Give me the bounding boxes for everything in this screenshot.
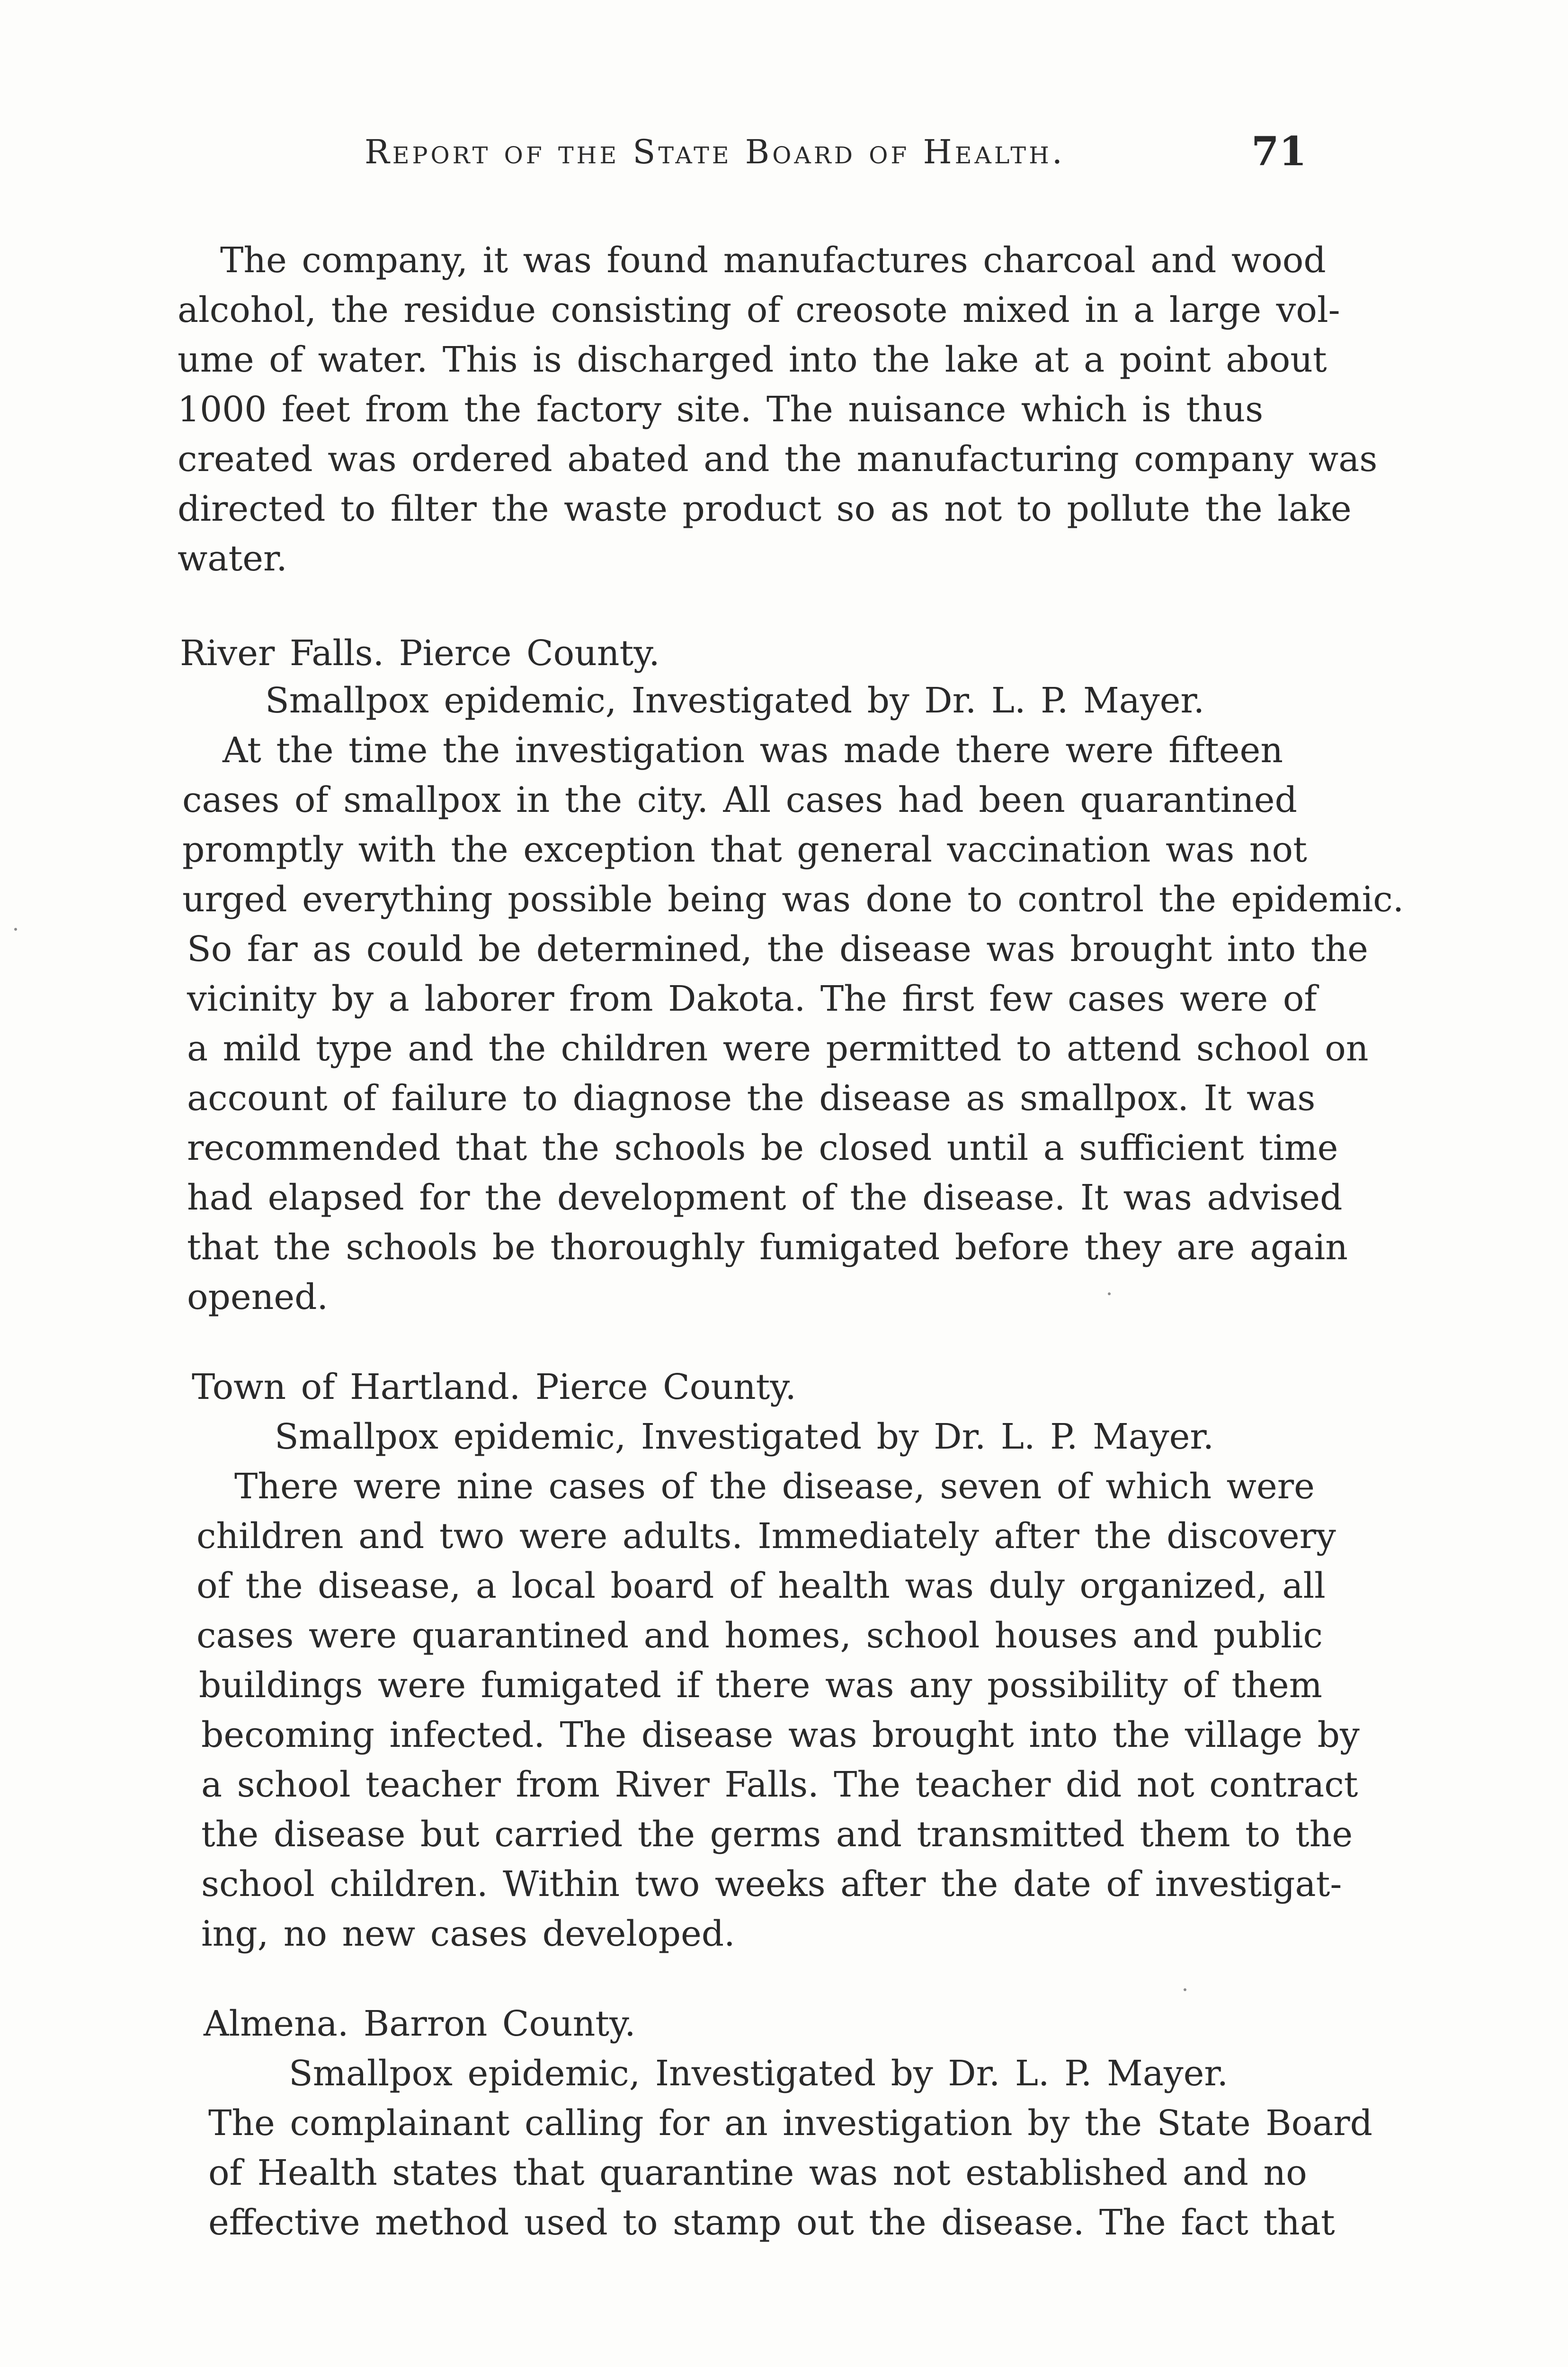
text-line: recommended that the schools be closed until a sufficient time: [187, 1128, 1338, 1168]
text-line: account of failure to diagnose the disease as smallpox. It was: [187, 1078, 1316, 1119]
text-line: a school teacher from River Falls. The teacher did not contract: [201, 1764, 1358, 1805]
text-line: had elapsed for the development of the disease. It was advised: [187, 1177, 1343, 1218]
text-line: of the disease, a local board of health was duly organized, all: [196, 1566, 1326, 1606]
text-line: The company, it was found manufactures charcoal and wood: [220, 240, 1326, 281]
paper-speck: [14, 928, 17, 931]
text-line: At the time the investigation was made there were fifteen: [223, 730, 1283, 771]
text-line: effective method used to stamp out the disease. The fact that: [208, 2202, 1335, 2243]
text-line: promptly with the exception that general vaccination was not: [182, 829, 1307, 870]
text-line: alcohol, the residue consisting of creosote mixed in a large vol-: [178, 290, 1340, 330]
text-line: becoming infected. The disease was brought into the village by: [201, 1715, 1360, 1755]
text-line: a mild type and the children were permitted to attend school on: [187, 1028, 1369, 1069]
text-line: the disease but carried the germs and transmitted them to the: [201, 1814, 1353, 1855]
text-line: There were nine cases of the disease, seven of which were: [234, 1466, 1315, 1507]
text-line: The complainant calling for an investigation by the State Board: [208, 2103, 1373, 2144]
text-line: cases of smallpox in the city. All cases had been quarantined: [182, 780, 1297, 820]
section-subheading: Smallpox epidemic, Investigated by Dr. L. P. Mayer.: [289, 2053, 1229, 2094]
text-line: ume of water. This is discharged into the lake at a point about: [178, 339, 1327, 380]
text-line: that the schools be thoroughly fumigated before they are again: [187, 1227, 1348, 1268]
page-number: 71: [1251, 128, 1307, 175]
running-header: [365, 128, 1373, 185]
section-subheading: Smallpox epidemic, Investigated by Dr. L. P. Mayer.: [275, 1416, 1214, 1457]
text-line: 1000 feet from the factory site. The nuisance which is thus: [178, 389, 1264, 430]
text-line: directed to filter the waste product so as not to pollute the lake: [178, 489, 1352, 529]
section-heading: Almena. Barron County.: [204, 2003, 636, 2044]
text-line: water.: [178, 538, 287, 579]
paper-speck: [1184, 1988, 1186, 1991]
text-line: cases were quarantined and homes, school houses and public: [196, 1615, 1323, 1656]
text-line: vicinity by a laborer from Dakota. The first few cases were of: [187, 979, 1317, 1019]
text-line: So far as could be determined, the disease was brought into the: [187, 929, 1368, 970]
section-heading: Town of Hartland. Pierce County.: [192, 1367, 796, 1407]
text-line: opened.: [187, 1277, 329, 1317]
section-heading: River Falls. Pierce County.: [180, 633, 660, 674]
text-line: children and two were adults. Immediately after the discovery: [196, 1516, 1336, 1557]
text-line: of Health states that quarantine was not established and no: [208, 2153, 1307, 2193]
section-subheading: Smallpox epidemic, Investigated by Dr. L. P. Mayer.: [265, 680, 1205, 721]
text-line: ing, no new cases developed.: [201, 1913, 735, 1954]
running-header-title: Report of the State Board of Health.: [365, 133, 1066, 171]
paper-speck: [1108, 1292, 1111, 1295]
text-line: buildings were fumigated if there was any possibility of them: [199, 1665, 1322, 1706]
text-line: created was ordered abated and the manufacturing company was: [178, 439, 1378, 480]
text-line: school children. Within two weeks after the date of investigat-: [201, 1864, 1342, 1904]
text-line: urged everything possible being was done to control the epidemic.: [182, 879, 1404, 920]
